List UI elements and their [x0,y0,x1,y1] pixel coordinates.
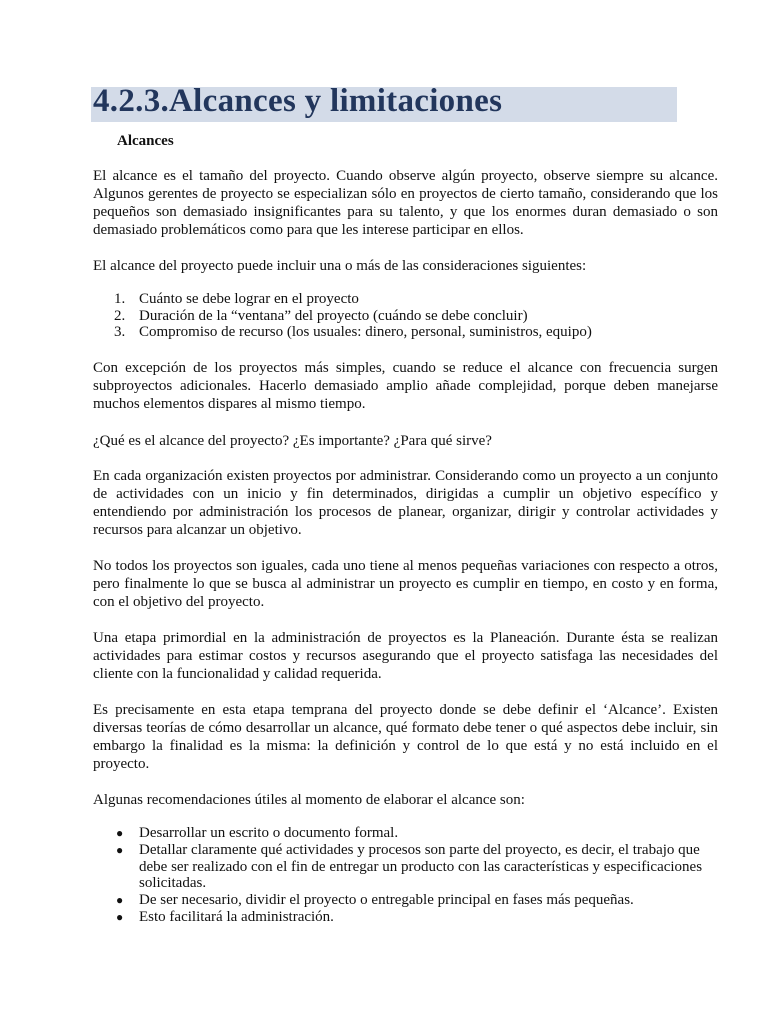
list-item: 3. Compromiso de recurso (los usuales: dinero, personal, suministros, equipo) [114,324,592,340]
subheading: Alcances [117,133,174,149]
bullet-list [114,825,720,926]
paragraph: El alcance es el tamaño del proyecto. Cuando observe algún proyecto, observe siempre su alcance. Algunos gerentes de proyecto se especializan sólo en proyectos de cierto tamaño, considerando que los pequeños son demasiado insignificantes para su talento, y que los enormes duran demasiado o son demasiado problemáticos como para que les interese participar en ellos. [93,168,718,238]
paragraph: Una etapa primordial en la administración de proyectos es la Planeación. Durante ésta se realizan actividades para estimar costos y recursos asegurando que el proyecto satisfaga las necesidades del cliente con la funcionalidad y calidad requerida. [93,630,718,682]
section-heading: 4.2.3.Alcances y limitaciones [93,83,503,119]
paragraph: Algunas recomendaciones útiles al momento de elaborar el alcance son: [93,792,525,808]
numbered-list [114,291,714,341]
paragraph: ¿Qué es el alcance del proyecto? ¿Es importante? ¿Para qué sirve? [93,433,492,449]
list-item: ● Desarrollar un escrito o documento formal. [116,825,399,841]
bullet-icon: ● [116,826,124,840]
bullet-icon: ● [116,893,124,908]
paragraph: En cada organización existen proyectos por administrar. Considerando como un proyecto a un conjunto de actividades con un inicio y fin determinados, dirigidas a cumplir un objetivo específico y entendiendo por administración los procesos de planear, organizar, dirigir y controlar actividades y recursos para alcanzar un objetivo. [93,468,718,538]
paragraph: Es precisamente en esta etapa temprana del proyecto donde se debe definir el ‘Alcance’. Existen diversas teorías de cómo desarrollar un alcance, qué formato debe tener o qué aspectos debe incluir, sin embargo la finalidad es la misma: la definición y control de lo que está y no está incluido en el proyecto. [93,702,718,772]
list-item: 1. Cuánto se debe lograr en el proyecto [114,291,359,307]
list-item: ● De ser necesario, dividir el proyecto o entregable principal en fases más pequeñas. [116,892,634,909]
bullet-icon: ● [116,909,124,924]
bullet-icon: ● [116,842,124,857]
paragraph: El alcance del proyecto puede incluir una o más de las consideraciones siguientes: [93,258,587,274]
section-heading-bar [91,83,677,122]
paragraph: No todos los proyectos son iguales, cada uno tiene al menos pequeñas variaciones con respecto a otros, pero finalmente lo que se busca al administrar un proyecto es cumplir en tiempo, en costo y en forma, con el objetivo del proyecto. [93,558,718,610]
list-item: 2. Duración de la “ventana” del proyecto (cuándo se debe concluir) [114,307,528,324]
list-item: ● Esto facilitará la administración. [116,908,334,925]
list-item: ● Detallar claramente qué actividades y procesos son parte del proyecto, es decir, el trabajo que debe ser realizado con el fin de entregar un producto con las características y especificaciones solicitadas. [116,841,703,892]
paragraph: Con excepción de los proyectos más simples, cuando se reduce el alcance con frecuencia surgen subproyectos adicionales. Hacerlo demasiado amplio añade complejidad, porque deben manejarse muchos elementos dispares al mismo tiempo. [93,360,718,412]
